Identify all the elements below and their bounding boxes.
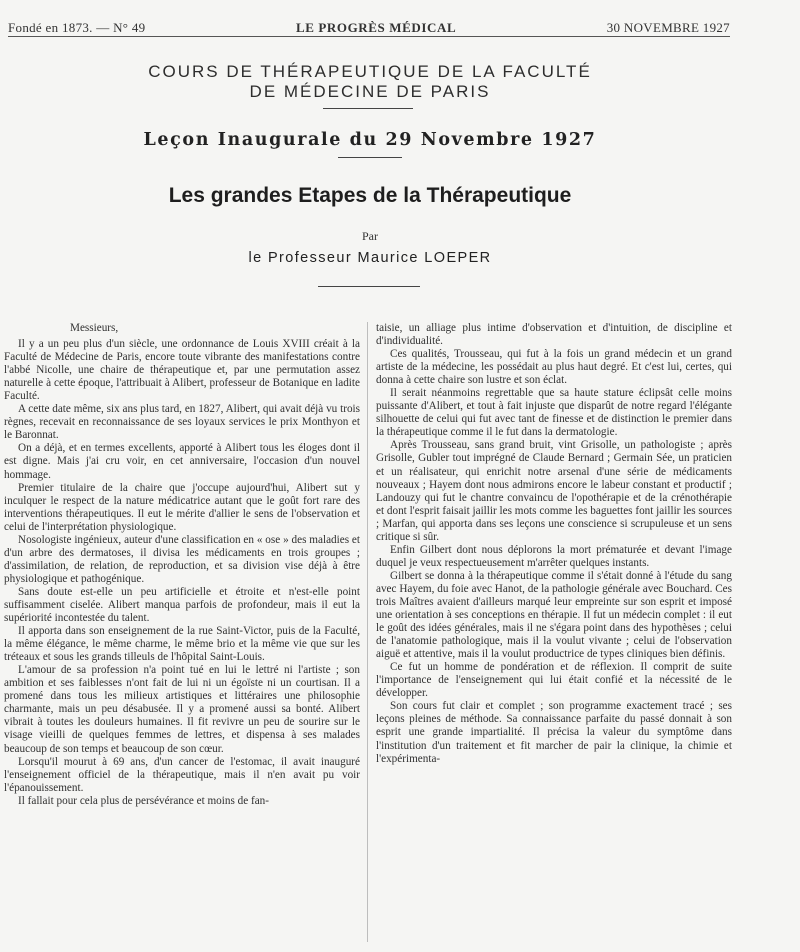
paragraph: Il y a un peu plus d'un siècle, une ordonnance de Louis XVIII créait à la Faculté de Médecine de Paris, encore toute vibrante des manifestations contre l'abbé Nicolle, une chaire de thérapeutique et, par une permutation assez naturelle à cette époque, l'attribuait à Alibert, professeur de Botanique en ladite Faculté.: [4, 338, 360, 403]
paragraph: Sans doute est-elle un peu artificielle et étroite et n'est-elle point suffisamment ciselée. Alibert manqua parfois de profondeur, mais il eut la supériorité incontestée du talent.: [4, 585, 360, 625]
course-title-line-1: COURS DE THÉRAPEUTIQUE DE LA FACULTÉ: [148, 62, 592, 81]
article-title: Les grandes Etapes de la Thérapeutique: [168, 184, 572, 207]
author-name: le Professeur Maurice LOEPER: [248, 250, 492, 266]
paragraph: Gilbert se donna à la thérapeutique comme il s'était donné à l'étude du sang avec Hayem, du foie avec Hanot, de la pathologie générale avec Bouchard. Ces trois Maîtres avaient d'ailleurs marqué leur empreinte sur son esprit et imposé une orientation à ses conceptions en thérapie. Il fut un médecin complet : il eut le goût des idées générales, mais il ne s'égara point dans des hypothèses ; celui de l'anatomie pathologique, mais il la voulut vivante ; celui de l'observation aiguë et attentive, mais il la voulut productrice de types cliniques bien définis.: [376, 569, 732, 661]
paragraph: Ce fut un homme de pondération et de réflexion. Il comprit de suite l'importance de l'enseignement qui lui était confié et la nécessité de le développer.: [376, 661, 732, 700]
paragraph: taisie, un alliage plus intime d'observation et d'intuition, de discipline et d'individualité.: [376, 322, 732, 348]
course-title: [0, 62, 740, 102]
paragraph: Messieurs,: [70, 322, 119, 334]
header-journal-title: LE PROGRÈS MÉDICAL: [295, 20, 457, 35]
paragraph: Enfin Gilbert dont nous déplorons la mort prématurée et devant l'image duquel je veux respectueusement m'arrêter quelques instants.: [376, 543, 732, 569]
running-header: [8, 20, 730, 36]
header-rule: [8, 36, 730, 37]
paragraph: L'amour de sa profession n'a point tué en lui le lettré ni l'artiste ; son ambition et ses faiblesses n'ont fait de lui ni un égoïste ni un courtisan. Il a promené dans tous les milieux artistiques et littéraires une philosophie charmante, mais un peu désabusée. Il y a promené aussi sa bonté. Alibert vibrait à toutes les douleurs humaines. Il fit revivre un peu de sourire sur le visage vieilli de quelques femmes de lettres, et dispensa à ses malades beaucoup de son temps et beaucoup de son cœur.: [4, 664, 360, 755]
divider-rule: [323, 108, 413, 109]
right-text-column: [376, 322, 732, 766]
paragraph: Ces qualités, Trousseau, qui fut à la fois un grand médecin et un grand artiste de la médecine, les possédait au plus haut degré. Et c'est lui, certes, qui donna à cette chaire son lustre et son éclat.: [376, 348, 732, 387]
column-divider: [367, 322, 368, 942]
paragraph: Il apporta dans son enseignement de la rue Saint-Victor, puis de la Faculté, la même élégance, le même charme, le même brio et la même vie que sur les tréteaux et sous les grands tilleuls de l'hôpital Saint-Louis.: [4, 625, 360, 664]
header-founded: Fondé en 1873. — N° 49: [8, 20, 146, 35]
lecture-subtitle: Leçon Inaugurale du 29 Novembre 1927: [143, 130, 597, 150]
paragraph: Après Trousseau, sans grand bruit, vint Grisolle, un pathologiste ; après Grisolle, Gubler tout imprégné de Claude Bernard ; Germain Sée, un praticien et un réalisateur, qui enrichit notre arsenal d'une série de médicaments nouveaux ; Hayem dont nous admirons encore le labeur constant et productif ; Landouzy qui fut le chantre convaincu de l'opothérapie et de la crénothérapie et dont l'esprit faisait jaillir les mots comme les baguettes font jaillir les sources ; Marfan, qui apporta dans ses leçons une conscience si scrupuleuse et un sens critique si sûr.: [376, 439, 732, 543]
course-title-line-2: DE MÉDECINE DE PARIS: [249, 82, 491, 101]
left-text-column: [4, 322, 360, 808]
paragraph: Il serait néanmoins regrettable que sa haute stature éclipsât celle moins puissante d'Alibert, et tout à fait injuste que disparût de notre regard l'élégante silhouette de celui qui fut avec tant de finesse et de distinction le premier dans la thérapeutique comme il le fut dans la dermatologie.: [376, 387, 732, 439]
paragraph: On a déjà, et en termes excellents, apporté à Alibert tous les éloges dont il est digne. Mais j'ai cru voir, en cet anniversaire, l'occasion d'un nouvel hommage.: [4, 442, 360, 481]
paragraph: Nosologiste ingénieux, auteur d'une classification en « ose » des maladies et d'un arbre des dermatoses, il divisa les médicaments en trois groupes ; d'assimilation, de relation, de reproduction, et sa division vise déjà à être physiologique et pathogénique.: [4, 533, 360, 585]
paragraph: Il fallait pour cela plus de persévérance et moins de fan-: [18, 794, 269, 807]
paragraph: Son cours fut clair et complet ; son programme exactement tracé ; ses leçons pleines de méthode. Sa connaissance parfaite du passé donnait à son esprit une grande impartialité. Il précisa la valeur du symptôme dans l'institution d'un traitement et fit marcher de pair la clinique, la chimie et l'expérimenta-: [376, 700, 732, 765]
byline-par: Par: [362, 229, 378, 243]
paragraph: A cette date même, six ans plus tard, en 1827, Alibert, qui avait déjà vu trois règnes, recevait en reconnaissance de ses loyaux services le prix Monthyon et le Baronnat.: [4, 403, 360, 442]
paragraph: Lorsqu'il mourut à 69 ans, d'un cancer de l'estomac, il avait inauguré l'enseignement officiel de la thérapeutique, mais il n'en avait pu voir l'épanouissement.: [4, 755, 360, 794]
divider-rule: [338, 157, 402, 158]
header-date: 30 NOVEMBRE 1927: [606, 20, 730, 35]
paragraph: Premier titulaire de la chaire que j'occupe aujourd'hui, Alibert sut y inculquer le respect de la nature médicatrice autant que le goût fort rare des interventions thérapeutiques. Il eut le mérite d'allier le sens de l'observation et celui de l'interprétation physiologique.: [4, 481, 360, 533]
divider-rule: [318, 286, 420, 287]
